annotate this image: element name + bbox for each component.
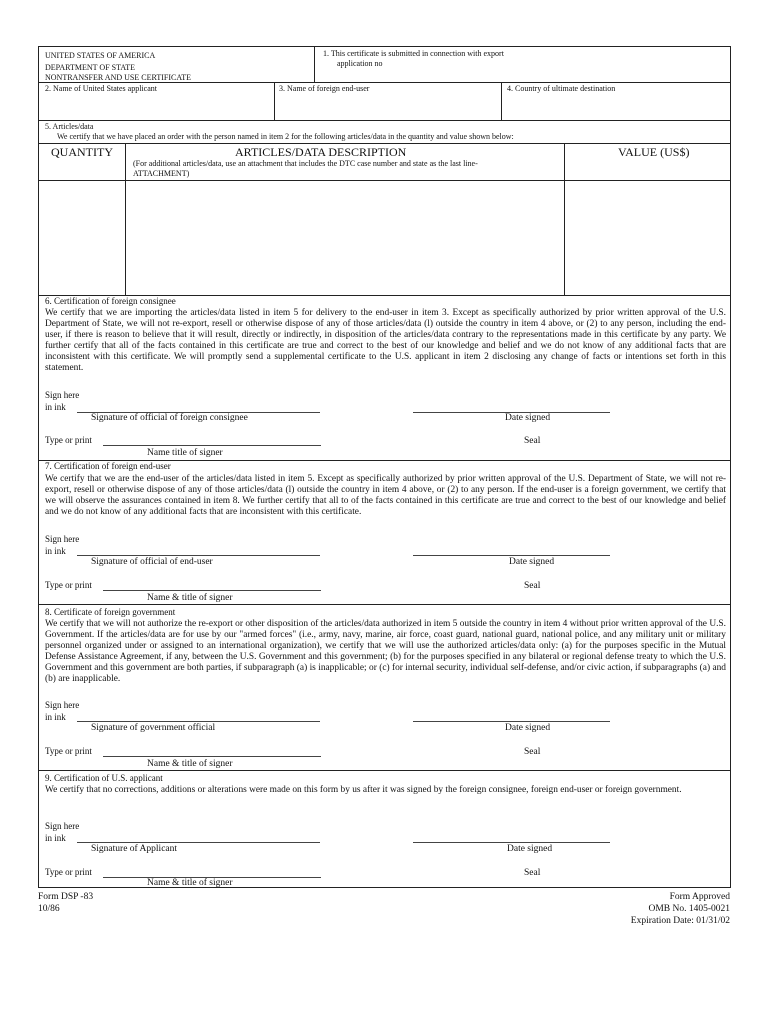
- omb-number: OMB No. 1405-0021: [648, 904, 730, 914]
- section8-name-line[interactable]: [103, 756, 321, 757]
- section8-name-caption: Name & title of signer: [147, 759, 233, 769]
- section7-date-line[interactable]: [413, 555, 610, 556]
- section8-text: We certify that we will not authorize the re-export or other disposition of the articles/data authorized in item 5 outside the country in item 4 without prior written approval of the U.S. Government. If the articles/data are for use by our "armed forces" (i.e., army, navy, marine, air force, coast guard, national guard, national police, and any military unit or military personnel organized under or assigned to an international organization), we certify that we will use the authorized articles/data only: (a) for the purposes specific in the Mutual Defense Assistance Agreement, if any, between the U.S. Government and this government; (b) for the purposes specified in any bilateral or regional defense treaty to which the U.S. Government and this government are both parties, if subparagraph (a) is inapplicable; or (c) for internal security, individual self-defense, and/or civic action, if subparagraphs (a) and (b) are inapplicable.: [45, 619, 726, 685]
- section6-text: We certify that we are importing the articles/data listed in item 5 for delivery to the end-user in item 3. Except as specifically authorized by prior written approval of the U.S. Department of State, we will not re-export, resell or otherwise dispose of any of those articles/data (l) outside the country in item 4 above, or (2) to any person, including the end-user, if there is reason to believe that it will result, directly or indirectly, in disposition of the articles/data contrary to the representations made in this certificate by any party. We further certify that all of the facts contained in this certificate are true and correct to the best of our knowledge and belief and we do not know of any additional facts that are inconsistent with this certificate. We will promptly send a supplemental certificate to the U.S. applicant in item 2 disclosing any change of facts or intentions set forth in this statement.: [45, 308, 726, 374]
- header-department: DEPARTMENT OF STATE: [45, 63, 136, 72]
- divider: [39, 770, 730, 771]
- description-note-line1: (For additional articles/data, use an attachment that includes the DTC case number and state as the last line-: [133, 159, 478, 168]
- section7-type-or-print: Type or print: [45, 580, 92, 590]
- section7-signature-caption: Signature of official of end-user: [91, 557, 213, 567]
- form-date: 10/86: [38, 904, 60, 914]
- divider: [39, 604, 730, 605]
- section9-date-line[interactable]: [413, 842, 610, 843]
- header-certificate-title: NONTRANSFER AND USE CERTIFICATE: [45, 73, 191, 82]
- section8-sign-here: Sign here: [45, 700, 80, 710]
- section6-in-ink: in ink: [45, 402, 66, 412]
- section6-name-caption: Name title of signer: [147, 448, 223, 458]
- section9-type-or-print: Type or print: [45, 867, 92, 877]
- certificate-form: [38, 46, 731, 888]
- description-note-line2: ATTACHMENT): [133, 169, 190, 178]
- divider: [39, 120, 730, 121]
- section6-type-or-print: Type or print: [45, 435, 92, 445]
- section8-seal: Seal: [524, 747, 541, 757]
- section6-sign-here: Sign here: [45, 390, 80, 400]
- section9-seal: Seal: [524, 868, 541, 878]
- item2-label: 2. Name of United States applicant: [45, 84, 157, 93]
- item5-certify-text: We certify that we have placed an order with the person named in item 2 for the following articles/data in the quantity and value shown below:: [57, 132, 514, 141]
- ultimate-destination-country-field[interactable]: [502, 95, 730, 119]
- divider: [39, 82, 730, 83]
- divider: [39, 143, 730, 144]
- item1-line2: application no: [337, 59, 383, 68]
- value-entry-area[interactable]: [565, 181, 730, 294]
- col-description-header: ARTICLES/DATA DESCRIPTION: [235, 145, 407, 159]
- section7-date-caption: Date signed: [509, 557, 555, 567]
- quantity-entry-area[interactable]: [40, 181, 124, 294]
- section6-signature-caption: Signature of official of foreign consignee: [91, 413, 248, 423]
- foreign-end-user-name-field[interactable]: [275, 95, 500, 119]
- description-entry-area[interactable]: [126, 181, 563, 294]
- section7-seal: Seal: [524, 581, 541, 591]
- section7-in-ink: in ink: [45, 546, 66, 556]
- section7-name-line[interactable]: [103, 590, 321, 591]
- section9-sign-here: Sign here: [45, 821, 80, 831]
- section8-signature-caption: Signature of government official: [91, 723, 216, 733]
- expiration-date: Expiration Date: 01/31/02: [630, 916, 730, 926]
- section7-signature-line[interactable]: [77, 555, 320, 556]
- section9-signature-line[interactable]: [77, 842, 320, 843]
- form-number: Form DSP -83: [38, 892, 94, 902]
- section9-title: 9. Certification of U.S. applicant: [45, 773, 163, 783]
- item4-label: 4. Country of ultimate destination: [507, 84, 616, 93]
- section8-date-caption: Date signed: [505, 723, 551, 733]
- section7-text: We certify that we are the end-user of the articles/data listed in item 5. Except as specifically authorized by prior written approval of the U.S. Department of State, we will not re-export, resell or otherwise dispose of any of those articles/data (l) outside the country in item 4 above, or (2) to any person. If the end-user is a foreign government, we certify that we will observe the assurances contained in item 8. We further certify that all to of the facts contained in this certificate are true and correct to the best of our knowledge and belief and we do not know of any additional facts that are inconsistent with this certificate.: [45, 474, 726, 518]
- export-application-number-field[interactable]: [315, 47, 731, 82]
- section7-sign-here: Sign here: [45, 534, 80, 544]
- item3-label: 3. Name of foreign end-user: [279, 84, 370, 93]
- us-applicant-name-field[interactable]: [40, 95, 273, 119]
- section7-title: 7. Certification of foreign end-user: [45, 461, 171, 471]
- section8-title: 8. Certificate of foreign government: [45, 607, 176, 617]
- section6-date-caption: Date signed: [505, 413, 551, 423]
- section9-in-ink: in ink: [45, 833, 66, 843]
- section9-text: We certify that no corrections, additions or alterations were made on this form by us after it was signed by the foreign consignee, foreign end-user or foreign government.: [45, 785, 682, 795]
- section6-title: 6. Certification of foreign consignee: [45, 296, 176, 306]
- form-approved: Form Approved: [669, 892, 730, 902]
- section7-name-caption: Name & title of signer: [147, 593, 233, 603]
- item5-title: 5. Articles/data: [45, 122, 94, 131]
- section8-type-or-print: Type or print: [45, 746, 92, 756]
- section8-signature-line[interactable]: [77, 721, 320, 722]
- item1-line1: 1. This certificate is submitted in connection with export: [323, 49, 504, 58]
- section9-name-caption: Name & title of signer: [147, 878, 233, 888]
- header-country: UNITED STATES OF AMERICA: [45, 51, 156, 60]
- col-quantity-header: QUANTITY: [51, 145, 113, 159]
- section9-date-caption: Date signed: [507, 844, 553, 854]
- section8-date-line[interactable]: [413, 721, 610, 722]
- section6-seal: Seal: [524, 436, 541, 446]
- section9-signature-caption: Signature of Applicant: [91, 844, 178, 854]
- col-value-header: VALUE (US$): [618, 145, 690, 159]
- section8-in-ink: in ink: [45, 712, 66, 722]
- section6-name-line[interactable]: [103, 445, 321, 446]
